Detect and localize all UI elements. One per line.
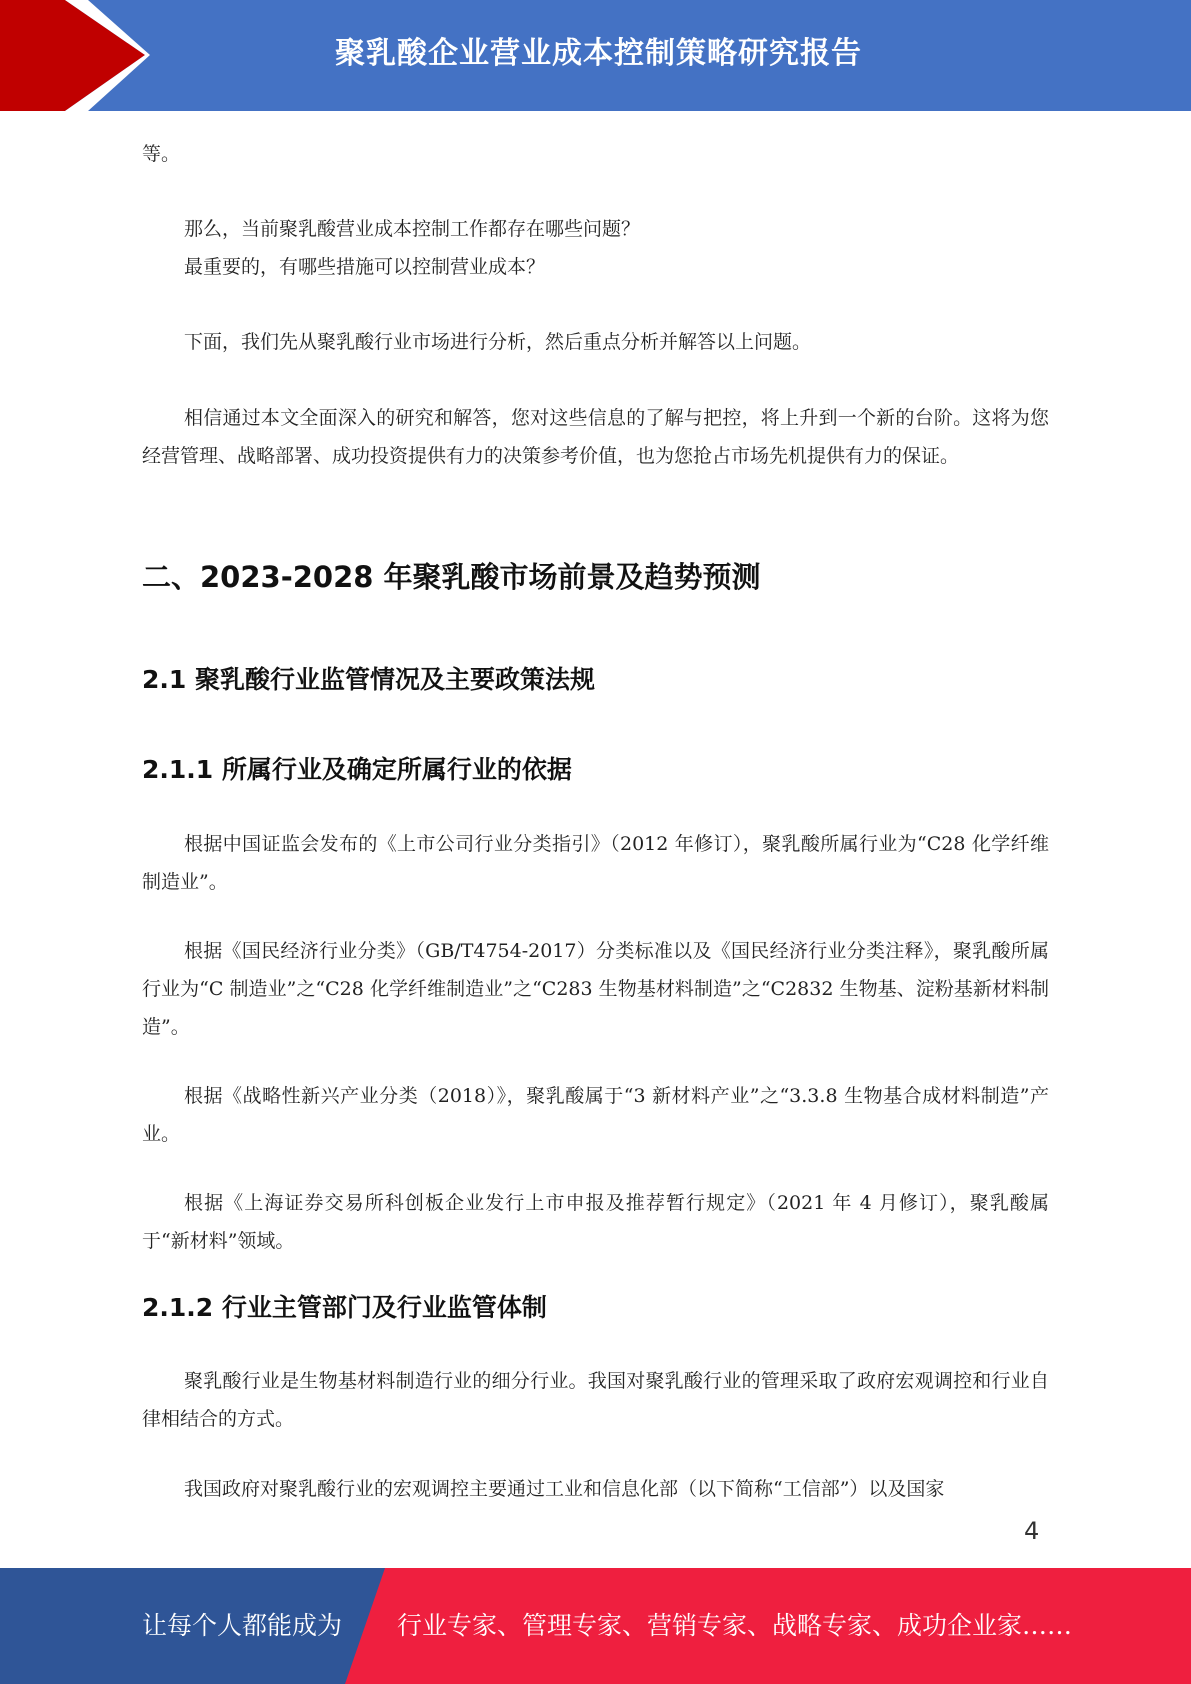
heading-2-1: 2.1 聚乳酸行业监管情况及主要政策法规 <box>142 665 595 694</box>
section-heading-2: 二、2023-2028 年聚乳酸市场前景及趋势预测 <box>142 560 761 594</box>
paragraph-gb: 根据《国民经济行业分类》（GB/T4754-2017）分类标准以及《国民经济行业分类注释》，聚乳酸所属行业为“C 制造业”之“C28 化学纤维制造业”之“C283 生物基材料制造”之“C2832 生物基、淀粉基新材料制造”。 <box>142 940 1049 1038</box>
heading-2-1-2: 2.1.2 行业主管部门及行业监管体制 <box>142 1293 547 1322</box>
paragraph-believe: 相信通过本文全面深入的研究和解答，您对这些信息的了解与把控，将上升到一个新的台阶。这将为您经营管理、战略部署、成功投资提供有力的决策参考价值，也为您抢占市场先机提供有力的保证。 <box>142 407 1049 467</box>
paragraph-subsector: 聚乳酸行业是生物基材料制造行业的细分行业。我国对聚乳酸行业的管理采取了政府宏观调控和行业自律相结合的方式。 <box>142 1370 1049 1430</box>
footer-slogan-right: 行业专家、管理专家、营销专家、战略专家、成功企业家…… <box>397 1611 1073 1640</box>
paragraph-shanghai: 根据《上海证券交易所科创板企业发行上市申报及推荐暂行规定》（2021 年 4 月修订），聚乳酸属于“新材料”领域。 <box>142 1192 1049 1252</box>
continued-line: 等。 <box>142 143 181 165</box>
page-number: 4 <box>1024 1517 1040 1545</box>
paragraph-csrc: 根据中国证监会发布的《上市公司行业分类指引》（2012 年修订），聚乳酸所属行业为“C28 化学纤维制造业”。 <box>142 833 1049 893</box>
question-2: 最重要的，有哪些措施可以控制营业成本？ <box>184 256 546 278</box>
paragraph-strategic: 根据《战略性新兴产业分类（2018）》，聚乳酸属于“3 新材料产业”之“3.3.8 生物基合成材料制造”产业。 <box>142 1085 1049 1145</box>
footer-slogan-left: 让每个人都能成为 <box>142 1611 343 1640</box>
page-header <box>0 0 1191 111</box>
report-title: 聚乳酸企业营业成本控制策略研究报告 <box>335 36 862 71</box>
question-1: 那么，当前聚乳酸营业成本控制工作都存在哪些问题？ <box>184 218 641 240</box>
page-footer <box>0 1568 1191 1684</box>
heading-2-1-1: 2.1.1 所属行业及确定所属行业的依据 <box>142 755 572 784</box>
paragraph-government: 我国政府对聚乳酸行业的宏观调控主要通过工业和信息化部（以下简称“工信部”）以及国家 <box>184 1478 945 1500</box>
paragraph-below: 下面，我们先从聚乳酸行业市场进行分析，然后重点分析并解答以上问题。 <box>184 331 812 353</box>
